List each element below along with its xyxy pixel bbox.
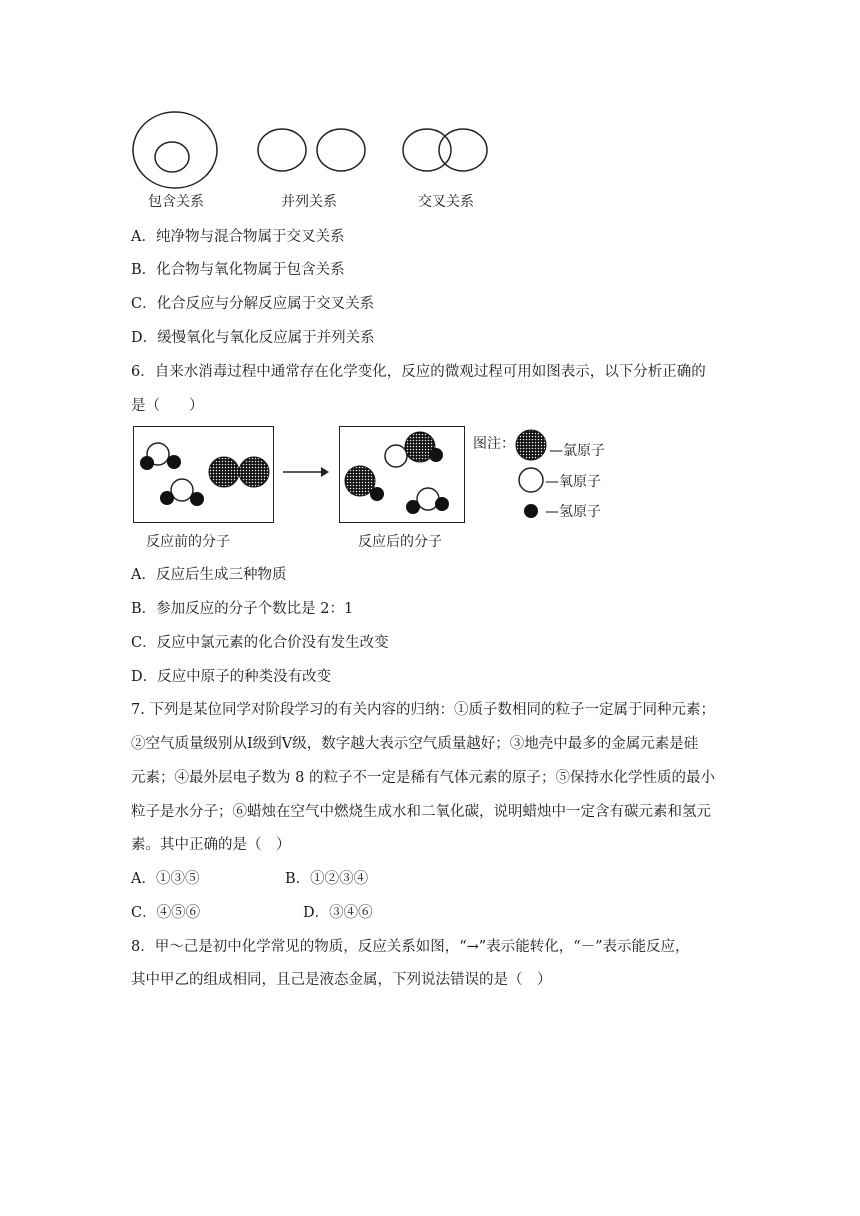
- q6-option-b: B．参加反应的分子个数比是 2：1: [131, 601, 354, 617]
- legend-oxygen-atom: —氧原子: [545, 474, 601, 490]
- q6-stem-line-2: 是（ ）: [131, 398, 204, 414]
- q5-option-b: B．化合物与氧化物属于包含关系: [131, 262, 345, 278]
- q7-line-1: 7. 下列是某位同学对阶段学习的有关内容的归纳：①质子数相同的粒子一定属于同种元素；: [131, 702, 715, 718]
- hocl-molecule: [140, 443, 181, 470]
- q7-line-3: 元素；④最外层电子数为 8 的粒子不一定是稀有气体元素的原子；⑤保持水化学性质的最小: [131, 770, 715, 786]
- q5-option-c: C．化合反应与分解反应属于交叉关系: [131, 296, 375, 312]
- legend-title: 图注：: [473, 436, 515, 452]
- cross-relationship-diagram: [403, 129, 487, 171]
- label-cross-relationship: 交叉关系: [418, 194, 474, 210]
- chlorine-molecule: [209, 457, 269, 487]
- q7-option-d: D．③④⑥: [303, 905, 373, 921]
- q7-line-4: 粒子是水分子；⑥蜡烛在空气中燃烧生成水和二氧化碳，说明蜡烛中一定含有碳元素和氢元: [131, 804, 711, 820]
- right-circle: [439, 129, 487, 171]
- q7-line-2: ②空气质量级别从Ⅰ级到Ⅴ级，数字越大表示空气质量越好；③地壳中最多的金属元素是硅: [131, 736, 699, 752]
- hclo-molecule: [406, 488, 449, 514]
- left-circle: [258, 129, 306, 171]
- inner-circle: [155, 142, 189, 172]
- q6-option-a: A．反应后生成三种物质: [131, 567, 287, 583]
- q6-option-c: C．反应中氯元素的化合价没有发生改变: [131, 635, 389, 651]
- q7-option-a: A．①③⑤: [131, 871, 200, 887]
- q5-option-d: D．缓慢氧化与氧化反应属于并列关系: [131, 330, 375, 346]
- hydrogen-atom-icon: [523, 503, 539, 519]
- relationship-diagrams: [125, 108, 505, 190]
- q8-line-2: 其中甲乙的组成相同，且己是液态金属，下列说法错误的是（ ）: [131, 972, 552, 988]
- left-circle: [403, 129, 451, 171]
- legend-chlorine-atom: —氯原子: [549, 443, 605, 459]
- q7-line-5: 素。其中正确的是（ ）: [131, 837, 291, 853]
- reaction-arrow-icon: [283, 465, 329, 479]
- hcl-molecule: [345, 466, 384, 501]
- hclo-molecule: [385, 432, 443, 467]
- q7-option-c: C．④⑤⑥: [131, 905, 201, 921]
- hocl-molecule: [160, 479, 204, 506]
- after-reaction-box: [339, 426, 465, 523]
- label-include-relationship: 包含关系: [148, 194, 204, 210]
- before-reaction-label: 反应前的分子: [146, 534, 230, 550]
- q7-option-b: B．①②③④: [285, 871, 369, 887]
- chlorine-atom-icon: [513, 429, 549, 461]
- oxygen-atom-icon: [517, 466, 545, 494]
- include-relationship-diagram: [133, 112, 217, 188]
- q6-option-d: D．反应中原子的种类没有改变: [131, 669, 332, 685]
- q6-stem-line-1: 6．自来水消毒过程中通常存在化学变化，反应的微观过程可用如图表示，以下分析正确的: [131, 364, 706, 380]
- outer-circle: [133, 112, 217, 188]
- legend-hydrogen-atom: —氢原子: [545, 504, 601, 520]
- right-circle: [317, 129, 365, 171]
- after-reaction-label: 反应后的分子: [358, 534, 442, 550]
- parallel-relationship-diagram: [258, 129, 365, 171]
- before-reaction-box: [133, 426, 274, 523]
- label-parallel-relationship: 并列关系: [281, 194, 337, 210]
- q8-line-1: 8．甲～己是初中化学常见的物质，反应关系如图，“→”表示能转化，“－”表示能反应，: [131, 939, 690, 955]
- q5-option-a: A．纯净物与混合物属于交叉关系: [131, 229, 345, 245]
